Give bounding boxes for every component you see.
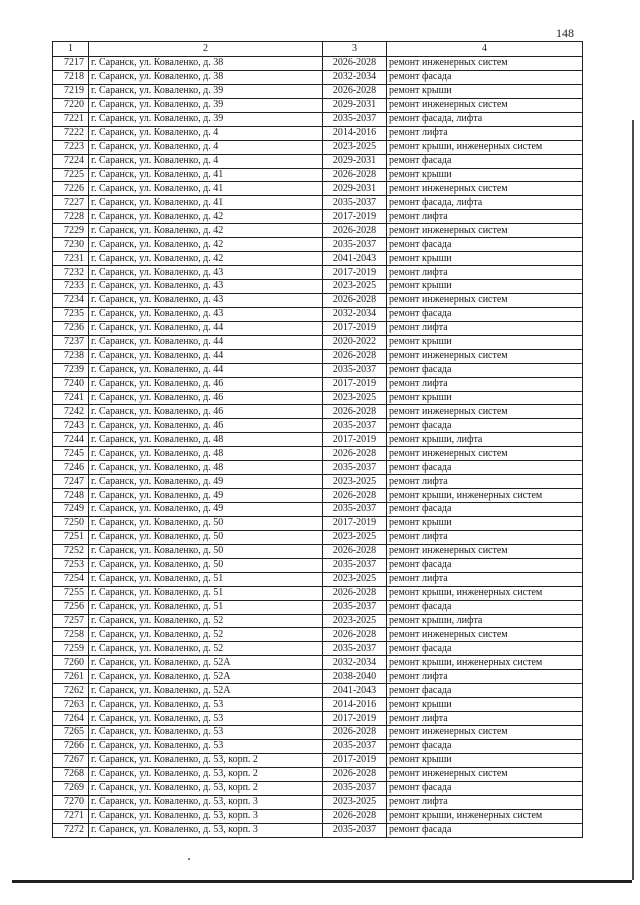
row-period: 2023-2025 [323,280,387,294]
row-address: г. Саранск, ул. Коваленко, д. 44 [89,335,323,349]
row-number: 7267 [53,753,89,767]
row-work-type: ремонт крыши, инженерных систем [387,809,583,823]
row-work-type: ремонт лифта [387,572,583,586]
row-work-type: ремонт инженерных систем [387,544,583,558]
row-number: 7222 [53,126,89,140]
table-row [53,126,583,140]
table-row [53,196,583,210]
table-row [53,642,583,656]
row-address: г. Саранск, ул. Коваленко, д. 53, корп. 2 [89,767,323,781]
row-work-type: ремонт фасада [387,154,583,168]
row-work-type: ремонт инженерных систем [387,628,583,642]
row-address: г. Саранск, ул. Коваленко, д. 46 [89,391,323,405]
row-work-type: ремонт инженерных систем [387,57,583,71]
row-number: 7220 [53,98,89,112]
row-period: 2026-2028 [323,767,387,781]
row-period: 2026-2028 [323,489,387,503]
row-address: г. Саранск, ул. Коваленко, д. 4 [89,126,323,140]
row-work-type: ремонт фасада [387,739,583,753]
row-address: г. Саранск, ул. Коваленко, д. 53, корп. 3 [89,809,323,823]
row-work-type: ремонт лифта [387,475,583,489]
table-row [53,252,583,266]
row-number: 7245 [53,447,89,461]
row-number: 7234 [53,293,89,307]
row-address: г. Саранск, ул. Коваленко, д. 4 [89,154,323,168]
row-number: 7257 [53,614,89,628]
row-number: 7232 [53,266,89,280]
table-header [53,42,583,57]
row-number: 7255 [53,586,89,600]
table-row [53,70,583,84]
table-row [53,349,583,363]
row-work-type: ремонт крыши [387,84,583,98]
table-row [53,572,583,586]
table-row [53,405,583,419]
row-address: г. Саранск, ул. Коваленко, д. 43 [89,266,323,280]
row-work-type: ремонт лифта [387,210,583,224]
row-address: г. Саранск, ул. Коваленко, д. 46 [89,419,323,433]
header-col-2: 2 [89,42,323,57]
row-address: г. Саранск, ул. Коваленко, д. 4 [89,140,323,154]
row-period: 2026-2028 [323,809,387,823]
row-number: 7242 [53,405,89,419]
row-number: 7253 [53,558,89,572]
row-work-type: ремонт инженерных систем [387,405,583,419]
row-period: 2023-2025 [323,530,387,544]
row-work-type: ремонт фасада [387,823,583,837]
table-row [53,489,583,503]
row-period: 2023-2025 [323,475,387,489]
row-address: г. Саранск, ул. Коваленко, д. 44 [89,349,323,363]
row-work-type: ремонт крыши [387,280,583,294]
row-period: 2029-2031 [323,98,387,112]
table-row [53,823,583,837]
row-number: 7260 [53,656,89,670]
table-row [53,84,583,98]
row-address: г. Саранск, ул. Коваленко, д. 48 [89,433,323,447]
row-number: 7265 [53,726,89,740]
row-address: г. Саранск, ул. Коваленко, д. 53 [89,698,323,712]
row-work-type: ремонт лифта [387,266,583,280]
row-number: 7269 [53,781,89,795]
row-period: 2023-2025 [323,614,387,628]
row-address: г. Саранск, ул. Коваленко, д. 53, корп. 3 [89,795,323,809]
row-work-type: ремонт фасада, лифта [387,196,583,210]
table-row [53,266,583,280]
row-work-type: ремонт крыши, лифта [387,433,583,447]
row-period: 2026-2028 [323,168,387,182]
row-address: г. Саранск, ул. Коваленко, д. 44 [89,363,323,377]
row-address: г. Саранск, ул. Коваленко, д. 50 [89,530,323,544]
row-number: 7252 [53,544,89,558]
row-work-type: ремонт фасада [387,419,583,433]
row-period: 2014-2016 [323,698,387,712]
table-row [53,112,583,126]
row-address: г. Саранск, ул. Коваленко, д. 53 [89,739,323,753]
row-address: г. Саранск, ул. Коваленко, д. 50 [89,544,323,558]
row-work-type: ремонт лифта [387,795,583,809]
row-number: 7262 [53,684,89,698]
row-period: 2035-2037 [323,781,387,795]
row-address: г. Саранск, ул. Коваленко, д. 39 [89,84,323,98]
row-address: г. Саранск, ул. Коваленко, д. 53, корп. 2 [89,781,323,795]
table-row [53,447,583,461]
row-number: 7235 [53,307,89,321]
row-address: г. Саранск, ул. Коваленко, д. 42 [89,224,323,238]
table-row [53,377,583,391]
row-work-type: ремонт фасада [387,781,583,795]
row-number: 7256 [53,600,89,614]
row-work-type: ремонт инженерных систем [387,98,583,112]
row-work-type: ремонт крыши, инженерных систем [387,140,583,154]
table-row [53,168,583,182]
row-period: 2026-2028 [323,224,387,238]
row-address: г. Саранск, ул. Коваленко, д. 50 [89,558,323,572]
row-period: 2014-2016 [323,126,387,140]
table-row [53,363,583,377]
row-period: 2032-2034 [323,70,387,84]
table-body [53,57,583,838]
row-address: г. Саранск, ул. Коваленко, д. 53, корп. 2 [89,753,323,767]
row-work-type: ремонт крыши, инженерных систем [387,489,583,503]
header-col-4: 4 [387,42,583,57]
row-number: 7236 [53,321,89,335]
row-period: 2029-2031 [323,154,387,168]
row-period: 2035-2037 [323,363,387,377]
row-address: г. Саранск, ул. Коваленко, д. 42 [89,210,323,224]
row-work-type: ремонт инженерных систем [387,224,583,238]
row-work-type: ремонт фасада [387,238,583,252]
row-period: 2041-2043 [323,252,387,266]
row-work-type: ремонт инженерных систем [387,182,583,196]
row-period: 2035-2037 [323,112,387,126]
table-row [53,656,583,670]
row-address: г. Саранск, ул. Коваленко, д. 52А [89,656,323,670]
row-period: 2035-2037 [323,739,387,753]
row-address: г. Саранск, ул. Коваленко, д. 48 [89,447,323,461]
table-row [53,809,583,823]
row-address: г. Саранск, ул. Коваленко, д. 38 [89,70,323,84]
table-row [53,238,583,252]
row-number: 7247 [53,475,89,489]
table-row [53,419,583,433]
table-row [53,307,583,321]
row-address: г. Саранск, ул. Коваленко, д. 53 [89,726,323,740]
row-address: г. Саранск, ул. Коваленко, д. 52А [89,670,323,684]
row-number: 7241 [53,391,89,405]
row-period: 2026-2028 [323,586,387,600]
row-work-type: ремонт лифта [387,126,583,140]
header-col-3: 3 [323,42,387,57]
row-work-type: ремонт инженерных систем [387,726,583,740]
table-row [53,670,583,684]
table-row [53,210,583,224]
row-number: 7251 [53,530,89,544]
table-row [53,154,583,168]
row-number: 7239 [53,363,89,377]
row-address: г. Саранск, ул. Коваленко, д. 41 [89,196,323,210]
table-row [53,753,583,767]
table-row [53,586,583,600]
scan-speck [188,858,190,860]
row-address: г. Саранск, ул. Коваленко, д. 52А [89,684,323,698]
row-work-type: ремонт лифта [387,530,583,544]
row-number: 7223 [53,140,89,154]
row-address: г. Саранск, ул. Коваленко, д. 49 [89,489,323,503]
row-number: 7243 [53,419,89,433]
table-row [53,684,583,698]
row-address: г. Саранск, ул. Коваленко, д. 52 [89,642,323,656]
row-work-type: ремонт фасада [387,642,583,656]
row-period: 2017-2019 [323,210,387,224]
row-number: 7271 [53,809,89,823]
row-work-type: ремонт фасада [387,70,583,84]
row-period: 2026-2028 [323,84,387,98]
row-number: 7246 [53,461,89,475]
row-address: г. Саранск, ул. Коваленко, д. 43 [89,307,323,321]
row-period: 2017-2019 [323,266,387,280]
scan-edge-bottom [12,880,632,883]
row-number: 7240 [53,377,89,391]
table-row [53,503,583,517]
row-period: 2017-2019 [323,321,387,335]
row-number: 7230 [53,238,89,252]
table-row [53,530,583,544]
table-row [53,781,583,795]
table-row [53,558,583,572]
row-period: 2035-2037 [323,823,387,837]
row-work-type: ремонт фасада [387,307,583,321]
row-period: 2035-2037 [323,196,387,210]
table-row [53,224,583,238]
row-period: 2035-2037 [323,558,387,572]
row-work-type: ремонт лифта [387,321,583,335]
table-row [53,544,583,558]
row-number: 7250 [53,516,89,530]
row-period: 2023-2025 [323,572,387,586]
row-address: г. Саранск, ул. Коваленко, д. 50 [89,516,323,530]
row-work-type: ремонт инженерных систем [387,293,583,307]
table-row [53,293,583,307]
row-work-type: ремонт крыши, инженерных систем [387,586,583,600]
row-work-type: ремонт инженерных систем [387,349,583,363]
row-period: 2017-2019 [323,712,387,726]
row-address: г. Саранск, ул. Коваленко, д. 51 [89,586,323,600]
row-number: 7248 [53,489,89,503]
row-address: г. Саранск, ул. Коваленко, д. 41 [89,182,323,196]
row-period: 2029-2031 [323,182,387,196]
row-number: 7264 [53,712,89,726]
row-work-type: ремонт крыши [387,168,583,182]
row-number: 7231 [53,252,89,266]
row-address: г. Саранск, ул. Коваленко, д. 53, корп. 3 [89,823,323,837]
row-number: 7237 [53,335,89,349]
row-number: 7244 [53,433,89,447]
row-work-type: ремонт крыши [387,252,583,266]
row-period: 2032-2034 [323,307,387,321]
row-work-type: ремонт инженерных систем [387,447,583,461]
row-work-type: ремонт крыши [387,335,583,349]
row-period: 2032-2034 [323,656,387,670]
row-period: 2035-2037 [323,419,387,433]
row-period: 2026-2028 [323,447,387,461]
row-period: 2041-2043 [323,684,387,698]
row-number: 7226 [53,182,89,196]
row-address: г. Саранск, ул. Коваленко, д. 53 [89,712,323,726]
table-row [53,726,583,740]
row-number: 7258 [53,628,89,642]
header-row [53,42,583,57]
row-number: 7268 [53,767,89,781]
row-number: 7270 [53,795,89,809]
row-address: г. Саранск, ул. Коваленко, д. 49 [89,475,323,489]
table-row [53,140,583,154]
row-period: 2026-2028 [323,293,387,307]
row-number: 7218 [53,70,89,84]
row-period: 2026-2028 [323,57,387,71]
row-work-type: ремонт фасада [387,684,583,698]
row-number: 7261 [53,670,89,684]
row-address: г. Саранск, ул. Коваленко, д. 38 [89,57,323,71]
row-number: 7259 [53,642,89,656]
row-work-type: ремонт крыши [387,516,583,530]
table-row [53,712,583,726]
row-work-type: ремонт лифта [387,377,583,391]
row-work-type: ремонт крыши, лифта [387,614,583,628]
row-number: 7272 [53,823,89,837]
row-address: г. Саранск, ул. Коваленко, д. 48 [89,461,323,475]
row-period: 2035-2037 [323,642,387,656]
row-number: 7219 [53,84,89,98]
row-address: г. Саранск, ул. Коваленко, д. 51 [89,600,323,614]
table-row [53,767,583,781]
row-period: 2035-2037 [323,461,387,475]
row-work-type: ремонт лифта [387,712,583,726]
row-period: 2035-2037 [323,600,387,614]
row-period: 2038-2040 [323,670,387,684]
row-address: г. Саранск, ул. Коваленко, д. 52 [89,628,323,642]
row-period: 2026-2028 [323,628,387,642]
row-address: г. Саранск, ул. Коваленко, д. 51 [89,572,323,586]
row-period: 2017-2019 [323,516,387,530]
row-number: 7217 [53,57,89,71]
row-period: 2026-2028 [323,349,387,363]
table-row [53,600,583,614]
row-number: 7238 [53,349,89,363]
row-address: г. Саранск, ул. Коваленко, д. 42 [89,252,323,266]
row-number: 7228 [53,210,89,224]
page-number: 148 [556,26,574,40]
row-address: г. Саранск, ул. Коваленко, д. 41 [89,168,323,182]
row-work-type: ремонт крыши [387,698,583,712]
table-row [53,98,583,112]
row-work-type: ремонт лифта [387,670,583,684]
row-period: 2026-2028 [323,405,387,419]
row-number: 7221 [53,112,89,126]
table-row [53,280,583,294]
row-number: 7263 [53,698,89,712]
row-period: 2017-2019 [323,433,387,447]
row-period: 2023-2025 [323,795,387,809]
row-address: г. Саранск, ул. Коваленко, д. 39 [89,112,323,126]
table-row [53,391,583,405]
row-work-type: ремонт фасада [387,558,583,572]
table-row [53,795,583,809]
row-number: 7233 [53,280,89,294]
row-period: 2017-2019 [323,377,387,391]
row-period: 2035-2037 [323,503,387,517]
row-period: 2026-2028 [323,726,387,740]
row-number: 7225 [53,168,89,182]
row-address: г. Саранск, ул. Коваленко, д. 44 [89,321,323,335]
row-work-type: ремонт фасада, лифта [387,112,583,126]
table-row [53,475,583,489]
table-row [53,614,583,628]
repair-schedule-table-container [52,41,582,838]
row-number: 7249 [53,503,89,517]
row-work-type: ремонт крыши [387,753,583,767]
row-period: 2026-2028 [323,544,387,558]
row-work-type: ремонт крыши [387,391,583,405]
row-address: г. Саранск, ул. Коваленко, д. 49 [89,503,323,517]
repair-schedule-table [52,41,583,838]
header-col-1: 1 [53,42,89,57]
row-address: г. Саранск, ул. Коваленко, д. 46 [89,405,323,419]
table-row [53,182,583,196]
table-row [53,57,583,71]
row-address: г. Саранск, ул. Коваленко, д. 43 [89,293,323,307]
row-period: 2035-2037 [323,238,387,252]
row-address: г. Саранск, ул. Коваленко, д. 43 [89,280,323,294]
row-address: г. Саранск, ул. Коваленко, д. 46 [89,377,323,391]
row-number: 7229 [53,224,89,238]
table-row [53,739,583,753]
row-address: г. Саранск, ул. Коваленко, д. 39 [89,98,323,112]
table-row [53,516,583,530]
table-row [53,461,583,475]
row-number: 7227 [53,196,89,210]
row-work-type: ремонт фасада [387,503,583,517]
row-work-type: ремонт фасада [387,461,583,475]
row-work-type: ремонт фасада [387,600,583,614]
row-number: 7254 [53,572,89,586]
row-address: г. Саранск, ул. Коваленко, д. 52 [89,614,323,628]
row-number: 7224 [53,154,89,168]
table-row [53,698,583,712]
row-period: 2020-2022 [323,335,387,349]
row-work-type: ремонт фасада [387,363,583,377]
scan-edge-right [632,120,634,880]
table-row [53,433,583,447]
row-address: г. Саранск, ул. Коваленко, д. 42 [89,238,323,252]
row-period: 2023-2025 [323,140,387,154]
table-row [53,628,583,642]
row-work-type: ремонт крыши, инженерных систем [387,656,583,670]
row-period: 2023-2025 [323,391,387,405]
row-period: 2017-2019 [323,753,387,767]
table-row [53,335,583,349]
row-work-type: ремонт инженерных систем [387,767,583,781]
row-number: 7266 [53,739,89,753]
table-row [53,321,583,335]
